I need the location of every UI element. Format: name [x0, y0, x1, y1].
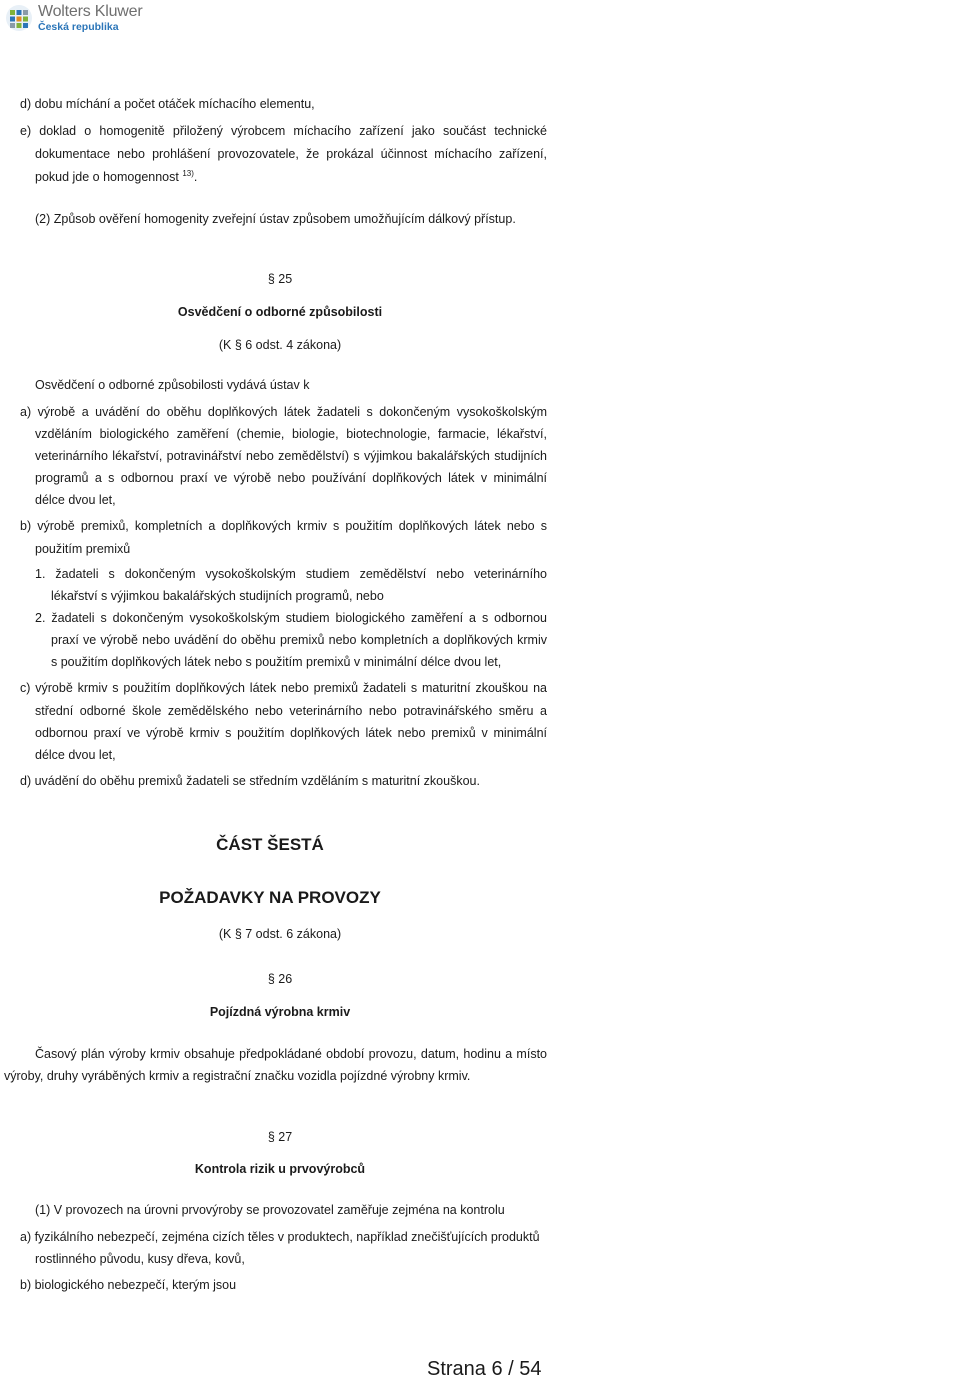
part-reference: (K § 7 odst. 6 zákona): [218, 927, 342, 941]
paragraph-line: [35, 169, 197, 185]
paragraph-line: výroby, druhy vyráběných krmiv a registrační značku vozidla pojízdné výrobny krmiv.: [4, 1069, 471, 1083]
paragraph-line: d) dobu míchání a počet otáček míchacího elementu,: [20, 97, 315, 111]
paragraph-line: d) uvádění do oběhu premixů žadateli se středním vzděláním s maturitní zkouškou.: [20, 774, 480, 788]
section-reference: (K § 6 odst. 4 zákona): [218, 338, 342, 352]
paragraph-line: c) výrobě krmiv s použitím doplňkových látek nebo premixů žadateli s maturitní zkouškou na: [20, 681, 547, 695]
paragraph-line: veterinárního lékařství, potravinářství nebo zemědělství) s výjimkou bakalářských studijních: [35, 449, 547, 463]
paragraph-line: dokumentace nebo prohlášení provozovatele, že prokázal účinnost míchacího zařízení,: [35, 147, 547, 161]
paragraph-line: Osvědčení o odborné způsobilosti vydává ústav k: [35, 378, 310, 392]
page-number: Strana 6 / 54: [427, 1358, 542, 1380]
paragraph-line: s použitím doplňkových látek nebo s použitím premixů v minimální délce dvou let,: [51, 655, 502, 669]
paragraph-line: e) doklad o homogenitě přiložený výrobcem míchacího zařízení jako součást technické: [20, 124, 547, 138]
paragraph-line: a) fyzikálního nebezpečí, zejména cizích těles v produktech, například znečišťujících produktů: [20, 1230, 540, 1244]
paragraph-line: (1) V provozech na úrovni prvovýroby se provozovatel zaměřuje zejména na kontrolu: [35, 1203, 505, 1217]
brand-name: Wolters Kluwer: [38, 3, 143, 20]
section-title: Osvědčení o odborné způsobilosti: [177, 305, 383, 319]
paragraph-line: rostlinného původu, kusy dřeva, kovů,: [35, 1252, 245, 1266]
section-number: § 27: [267, 1130, 293, 1144]
paragraph-line: b) biologického nebezpečí, kterým jsou: [20, 1278, 237, 1292]
section-number: § 26: [267, 972, 293, 986]
section-title: Kontrola rizik u prvovýrobců: [194, 1162, 366, 1176]
brand-sub: Česká republika: [38, 21, 119, 33]
paragraph-line: odbornou praxí ve výrobě krmiv s použitím doplňkových látek nebo premixů v minimální: [35, 726, 547, 740]
logo-text: [38, 3, 143, 34]
paragraph-line: (2) Způsob ověření homogenity zveřejní ústav způsobem umožňujícím dálkový přístup.: [35, 212, 516, 226]
paragraph-line: programů a s odbornou praxí ve výrobě nebo používání doplňkových látek v minimální: [35, 471, 547, 485]
footnote-ref[interactable]: 13): [182, 168, 194, 178]
paragraph-line: b) výrobě premixů, kompletních a doplňkových krmiv s použitím doplňkových látek nebo s: [20, 519, 547, 533]
section-title: Pojízdná výrobna krmiv: [209, 1005, 351, 1019]
wolters-kluwer-logo-icon: [4, 3, 34, 33]
paragraph-line: střední odborné škole zemědělského nebo veterinárního nebo potravinářského směru a: [35, 704, 547, 718]
paragraph-line: a) výrobě a uvádění do oběhu doplňkových látek žadateli s dokončeným vysokoškolským: [20, 405, 547, 419]
part-title: ČÁST ŠESTÁ: [216, 835, 324, 854]
paragraph-line: délce dvou let,: [35, 748, 116, 762]
paragraph-line: Časový plán výroby krmiv obsahuje předpokládané období provozu, datum, hodinu a místo: [35, 1047, 547, 1061]
section-number: § 25: [267, 272, 293, 286]
paragraph-line: vzděláním biologického zaměření (chemie, biologie, biotechnologie, farmacie, lékařství,: [35, 427, 547, 441]
homogennost-text: pokud jde o homogennost: [35, 170, 179, 184]
paragraph-line: použitím premixů: [35, 542, 131, 556]
paragraph-line: délce dvou let,: [35, 493, 116, 507]
part-subtitle: POŽADAVKY NA PROVOZY: [159, 888, 381, 907]
paragraph-line: 2. žadateli s dokončeným vysokoškolským studiem biologického zaměření a s odbornou: [35, 611, 547, 625]
period: .: [193, 170, 198, 184]
paragraph-line: praxí ve výrobě nebo uvádění do oběhu premixů nebo kompletních a doplňkových krmiv: [51, 633, 547, 647]
paragraph-line: 1. žadateli s dokončeným vysokoškolským studiem zemědělství nebo veterinárního: [35, 567, 547, 581]
paragraph-line: lékařství s výjimkou bakalářských studijních programů, nebo: [51, 589, 384, 603]
wolters-kluwer-logo: [4, 3, 144, 35]
